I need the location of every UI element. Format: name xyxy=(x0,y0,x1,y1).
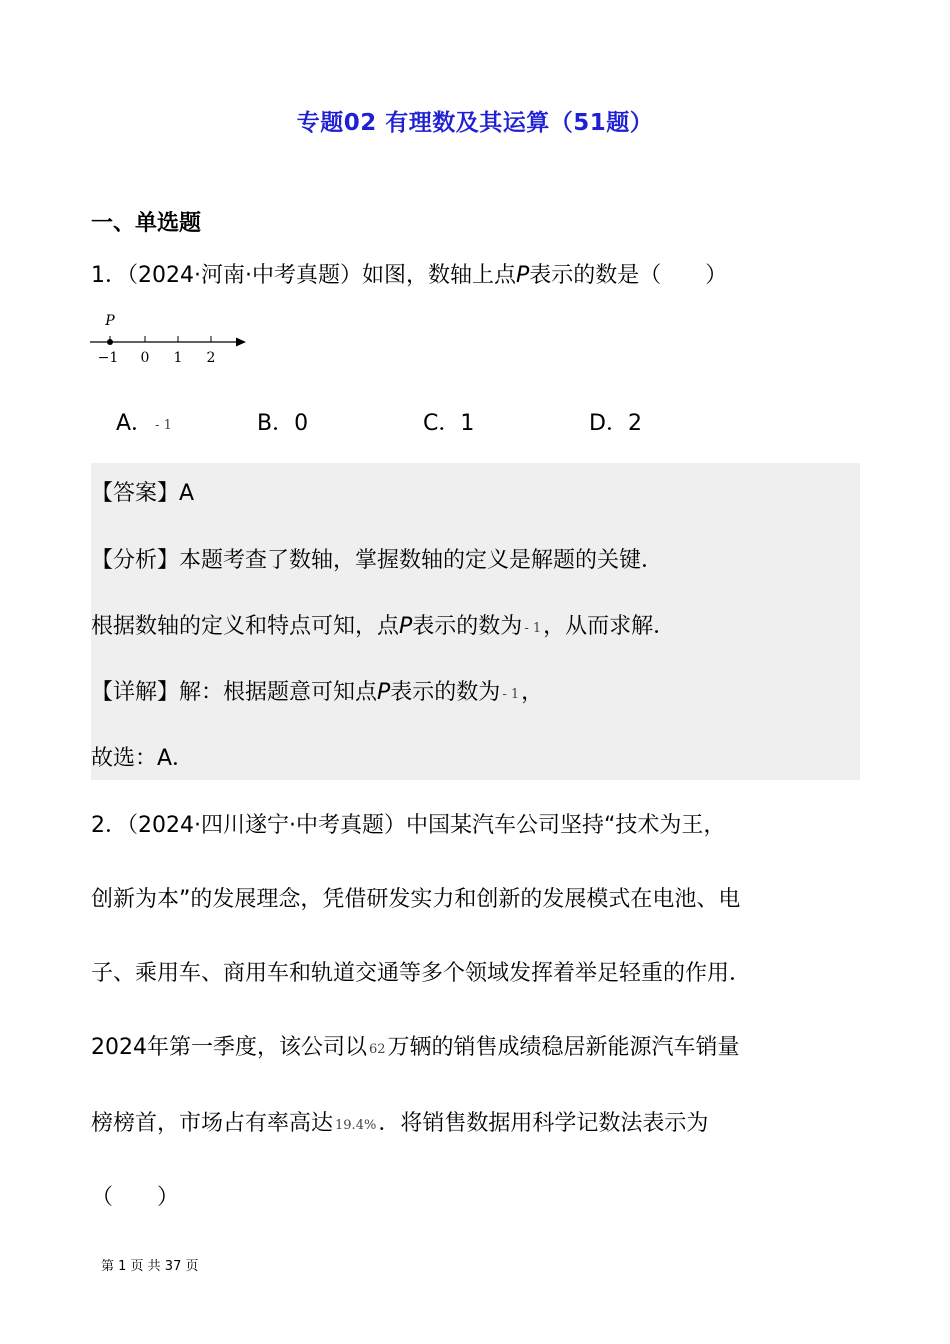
question-2-line-1: 2．（2024·四川遂宁·中考真题）中国某汽车公司坚持“技术为王， xyxy=(91,813,726,838)
option-b[interactable] xyxy=(257,406,308,437)
detail-line: 【详解】解：根据题意可知点P表示的数为 - 1， xyxy=(91,680,544,705)
tick-label: 1 xyxy=(173,350,183,366)
number-line-figure xyxy=(88,308,258,368)
number-line-arrow xyxy=(236,338,246,347)
option-d[interactable] xyxy=(589,406,642,437)
q1-variable: P xyxy=(515,263,530,288)
option-value: - 1 xyxy=(155,418,172,433)
question-1-stem xyxy=(91,258,727,289)
option-value: 2 xyxy=(627,411,642,436)
option-letter: D． xyxy=(589,411,628,436)
q1-stem-suffix: 表示的数是（ ） xyxy=(529,263,728,288)
option-value: 0 xyxy=(294,411,309,436)
tick-label: 2 xyxy=(206,350,216,366)
option-letter: B． xyxy=(257,411,295,436)
question-2-line-5: 榜榜首，市场占有率高达 19.4%．将销售数据用科学记数法表示为 xyxy=(91,1111,709,1136)
q1-stem-prefix: 1．（2024·河南·中考真题）如图，数轴上点 xyxy=(91,263,516,288)
option-c[interactable] xyxy=(423,406,474,437)
option-value: 1 xyxy=(460,411,475,436)
page-title: 专题02 有理数及其运算（51题） xyxy=(296,110,654,136)
question-2-answer-blank: （ ） xyxy=(91,1185,180,1210)
question-2-line-3: 子、乘用车、商用车和轨道交通等多个领域发挥着举足轻重的作用． xyxy=(91,961,752,986)
analysis-line-2: 根据数轴的定义和特点可知，点P表示的数为 - 1，从而求解． xyxy=(91,614,676,639)
question-2-line-4: 2024年第一季度，该公司以 62万辆的销售成绩稳居新能源汽车销量 xyxy=(91,1035,740,1060)
section-heading: 一、单选题 xyxy=(91,211,202,236)
analysis-line: 【分析】本题考查了数轴，掌握数轴的定义是解题的关键． xyxy=(91,548,664,573)
page-footer: 第 1 页 共 37 页 xyxy=(101,1259,199,1274)
answer-explanation-box xyxy=(91,463,860,780)
option-letter: C． xyxy=(423,411,461,436)
tick-label: −1 xyxy=(97,350,119,366)
question-2-line-2: 创新为本”的发展理念，凭借研发实力和创新的发展模式在电池、电 xyxy=(91,887,741,912)
point-p-label: P xyxy=(105,313,115,329)
q1-options xyxy=(116,406,816,436)
choice-line: 故选：A． xyxy=(91,746,195,771)
tick-label: 0 xyxy=(140,350,150,366)
answer-line: 【答案】A xyxy=(91,481,195,506)
option-a[interactable] xyxy=(116,406,174,437)
option-letter: A． xyxy=(116,411,154,436)
